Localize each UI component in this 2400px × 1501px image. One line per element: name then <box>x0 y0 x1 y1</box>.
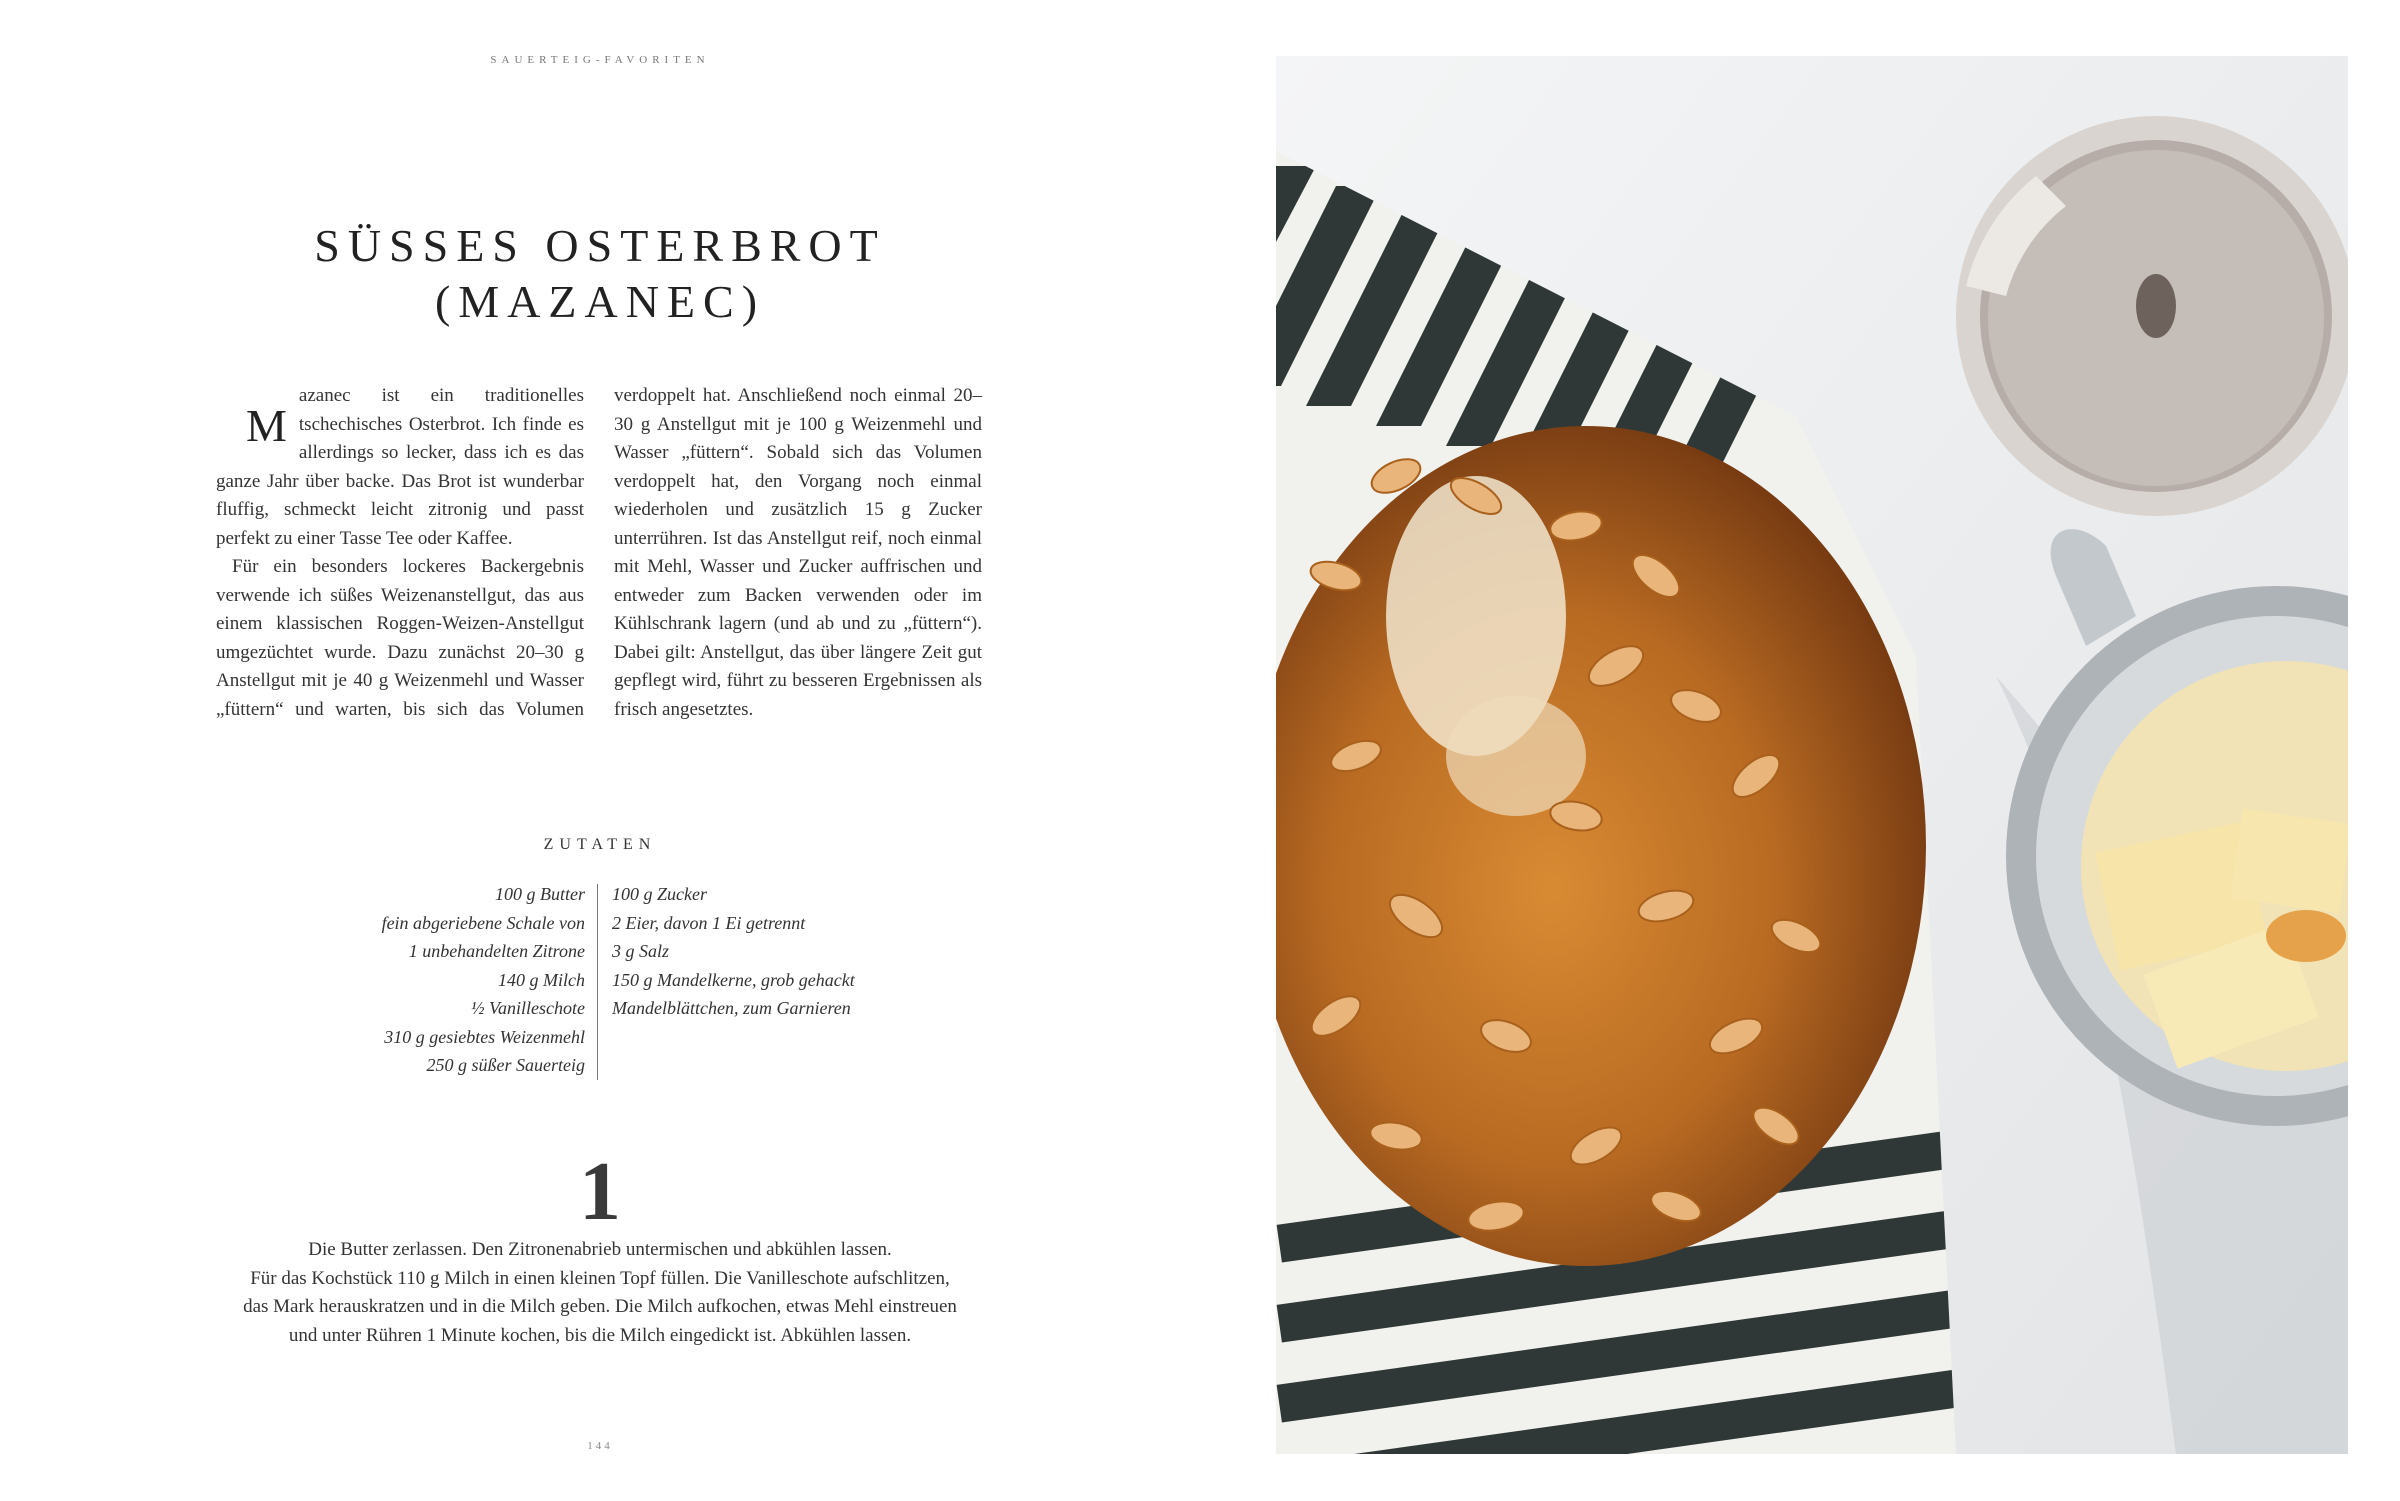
recipe-title <box>250 218 950 330</box>
ingredient-item: Mandelblättchen, zum Garnieren <box>612 998 851 1018</box>
ingredient-item: fein abgeriebene Schale von <box>381 912 585 933</box>
ingredient-item: 250 g süßer Sauerteig <box>426 1055 585 1075</box>
recipe-title-line1: SÜSSES OSTERBROT <box>314 220 886 271</box>
ingredient-item: 100 g Butter <box>495 884 585 904</box>
recipe-title-line2: (MAZANEC) <box>434 276 766 327</box>
ceramic-lid <box>1956 116 2348 516</box>
ingredient-item: 1 unbehandelten Zitrone <box>408 941 585 961</box>
bread-photo <box>1276 56 2348 1454</box>
step-text <box>210 1236 990 1350</box>
bread-photo-illustration <box>1276 56 2348 1454</box>
step-line: Für das Kochstück 110 g Milch in einen kleinen Topf füllen. Die Vanilleschote aufschlitzen, <box>250 1267 950 1289</box>
ingredient-item: 310 g gesiebtes Weizenmehl <box>384 1026 585 1047</box>
ingredients-left-column <box>250 880 585 1080</box>
ingredient-item: ½ Vanilleschote <box>471 998 585 1018</box>
running-head: SAUERTEIG-FAVORITEN <box>490 54 710 66</box>
ingredient-item: 2 Eier, davon 1 Ei getrennt <box>612 912 806 933</box>
page-number: 144 <box>587 1440 613 1452</box>
step-line: das Mark herauskratzen und in die Milch geben. Die Milch aufkochen, etwas Mehl einstreuen <box>243 1296 957 1317</box>
intro-paragraph-1-text: azanec ist ein traditionelles tschechisches Osterbrot. Ich finde es allerdings so lecker, dass ich es das ganze Jahr über backe. Das Brot ist wunderbar fluffig, schmeckt leicht zitronig und passt perfekt zu einer Tasse Tee oder Kaffee. <box>216 385 584 549</box>
intro-paragraph-2: Für ein besonders lockeres Backergebnis verwende ich süßes Weizenanstellgut, das aus einem klassischen Roggen-Weizen-Anstellgut umgezüchtet wurde. Dazu zunächst 20–30 g Anstellgut mit je 40 g Weizenmehl und Wasser „füttern“ und warten, bis sich das Volumen verdoppelt hat. Anschließend noch einmal 20–30 g Anstellgut mit je 100 g Weizenmehl und Wasser „füttern“. Sobald sich das Volumen verdoppelt hat, den Vorgang noch einmal wiederholen und zusätzlich 15 g Zucker unterrühren. Ist das Anstellgut reif, noch einmal mit Mehl, Wasser und Zucker auffrischen und entweder zum Backen verwenden oder im Kühlschrank lagern (und ab und zu „füttern“). Dabei gilt: Anstellgut, das über längere Zeit gut gepflegt wird, führt zu besseren Ergebnissen als frisch angesetztes. <box>216 385 982 720</box>
ingredient-item: 100 g Zucker <box>612 884 707 904</box>
step-number: 1 <box>579 1145 621 1238</box>
step-line: und unter Rühren 1 Minute kochen, bis die Milch eingedickt ist. Abkühlen lassen. <box>288 1324 912 1346</box>
ingredients-right-column <box>612 880 950 1023</box>
ingredients-heading: ZUTATEN <box>543 836 657 853</box>
bread-loaf <box>1276 426 1926 1266</box>
drop-cap: M <box>246 400 287 451</box>
intro-text <box>216 382 982 724</box>
ingredients-list <box>250 880 950 1080</box>
ingredient-item: 150 g Mandelkerne, grob gehackt <box>612 969 855 990</box>
intro-paragraph-1 <box>216 382 584 553</box>
ingredient-item: 140 g Milch <box>498 969 585 990</box>
right-page <box>1200 0 2400 1501</box>
ingredient-item: 3 g Salz <box>612 941 670 961</box>
ingredients-divider <box>597 884 598 1080</box>
step-line: Die Butter zerlassen. Den Zitronenabrieb untermischen und abkühlen lassen. <box>308 1239 892 1260</box>
